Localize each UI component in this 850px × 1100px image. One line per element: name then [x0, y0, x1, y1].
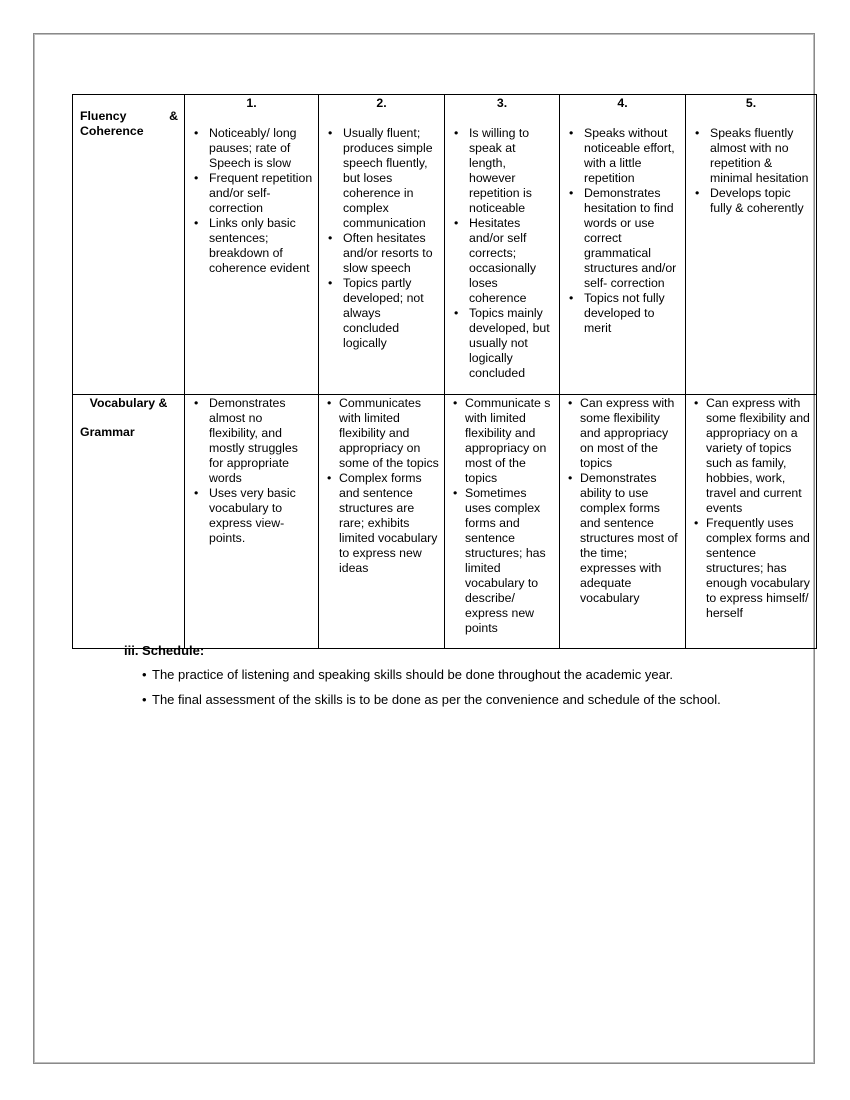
descriptor-item: • Speaks without noticeable effort, with a little repetition [584, 126, 681, 186]
descriptor-cell [560, 111, 686, 395]
schedule-section [124, 643, 721, 717]
descriptor-item: • Communicate s with limited flexibility and appropriacy on most of the topics [465, 396, 555, 486]
criterion-label: Coherence [80, 124, 144, 138]
descriptor-cell [445, 395, 560, 649]
descriptor-item: • Frequently uses complex forms and sentence structures; has enough vocabulary to express himself/ herself [706, 516, 812, 621]
descriptor-item: • Frequent repetition and/or self- correction [209, 171, 314, 216]
level-header: 1. [185, 95, 319, 112]
rubric-row-fluency [73, 111, 817, 395]
descriptor-item: • Develops topic fully & coherently [710, 186, 812, 216]
schedule-item: • The practice of listening and speaking skills should be done throughout the academic year. [152, 667, 721, 683]
descriptor-item: • Sometimes uses complex forms and sentence structures; has limited vocabulary to describe/ express new points [465, 486, 555, 636]
level-header: 3. [445, 95, 560, 112]
rubric-header-row [73, 95, 817, 112]
descriptor-cell [319, 395, 445, 649]
criterion-label: Grammar [80, 425, 135, 439]
descriptor-item: • Noticeably/ long pauses; rate of Speech is slow [209, 126, 314, 171]
descriptor-cell [560, 395, 686, 649]
descriptor-item: • Usually fluent; produces simple speech fluently, but loses coherence in complex communication [343, 126, 440, 231]
criterion-vocabulary-grammar [73, 395, 185, 649]
descriptor-item: • Topics partly developed; not always concluded logically [343, 276, 440, 351]
descriptor-item: • Demonstrates hesitation to find words or use correct grammatical structures and/or self- correction [584, 186, 681, 291]
descriptor-item: • Communicates with limited flexibility and appropriacy on some of the topics [339, 396, 440, 471]
descriptor-item: • Topics not fully developed to merit [584, 291, 681, 336]
descriptor-item: • Demonstrates almost no flexibility, and mostly struggles for appropriate words [209, 396, 314, 486]
descriptor-item: • Uses very basic vocabulary to express view- points. [209, 486, 314, 546]
schedule-list [124, 667, 721, 708]
descriptor-item: • Is willing to speak at length, however repetition is noticeable [469, 126, 555, 216]
criterion-label: Vocabulary & [89, 396, 168, 410]
descriptor-cell [686, 395, 817, 649]
descriptor-cell [445, 111, 560, 395]
level-header: 4. [560, 95, 686, 112]
descriptor-item: • Can express with some flexibility and appropriacy on a variety of topics such as family, hobbies, work, travel and current events [706, 396, 812, 516]
level-header: 2. [319, 95, 445, 112]
descriptor-item: • Demonstrates ability to use complex forms and sentence structures most of the time; expresses with adequate vocabulary [580, 471, 681, 606]
criterion-fluency-coherence [73, 95, 185, 395]
descriptor-item: • Hesitates and/or self corrects; occasionally loses coherence [469, 216, 555, 306]
descriptor-item: • Speaks fluently almost with no repetition & minimal hesitation [710, 126, 812, 186]
descriptor-cell [319, 111, 445, 395]
level-header: 5. [686, 95, 817, 112]
schedule-heading: iii. Schedule: [124, 643, 205, 658]
descriptor-item: • Links only basic sentences; breakdown of coherence evident [209, 216, 314, 276]
rubric-row-vocabulary [73, 395, 817, 649]
descriptor-item: • Can express with some flexibility and appropriacy on most of the topics [580, 396, 681, 471]
descriptor-item: • Topics mainly developed, but usually not logically concluded [469, 306, 555, 381]
assessment-rubric-table [72, 94, 817, 649]
descriptor-cell [185, 395, 319, 649]
descriptor-cell [686, 111, 817, 395]
criterion-amp: & [169, 109, 178, 123]
descriptor-item: • Complex forms and sentence structures are rare; exhibits limited vocabulary to express new ideas [339, 471, 440, 576]
criterion-label: Fluency [80, 109, 127, 123]
descriptor-item: • Often hesitates and/or resorts to slow speech [343, 231, 440, 276]
schedule-item: • The final assessment of the skills is to be done as per the convenience and schedule of the school. [152, 692, 721, 708]
descriptor-cell [185, 111, 319, 395]
